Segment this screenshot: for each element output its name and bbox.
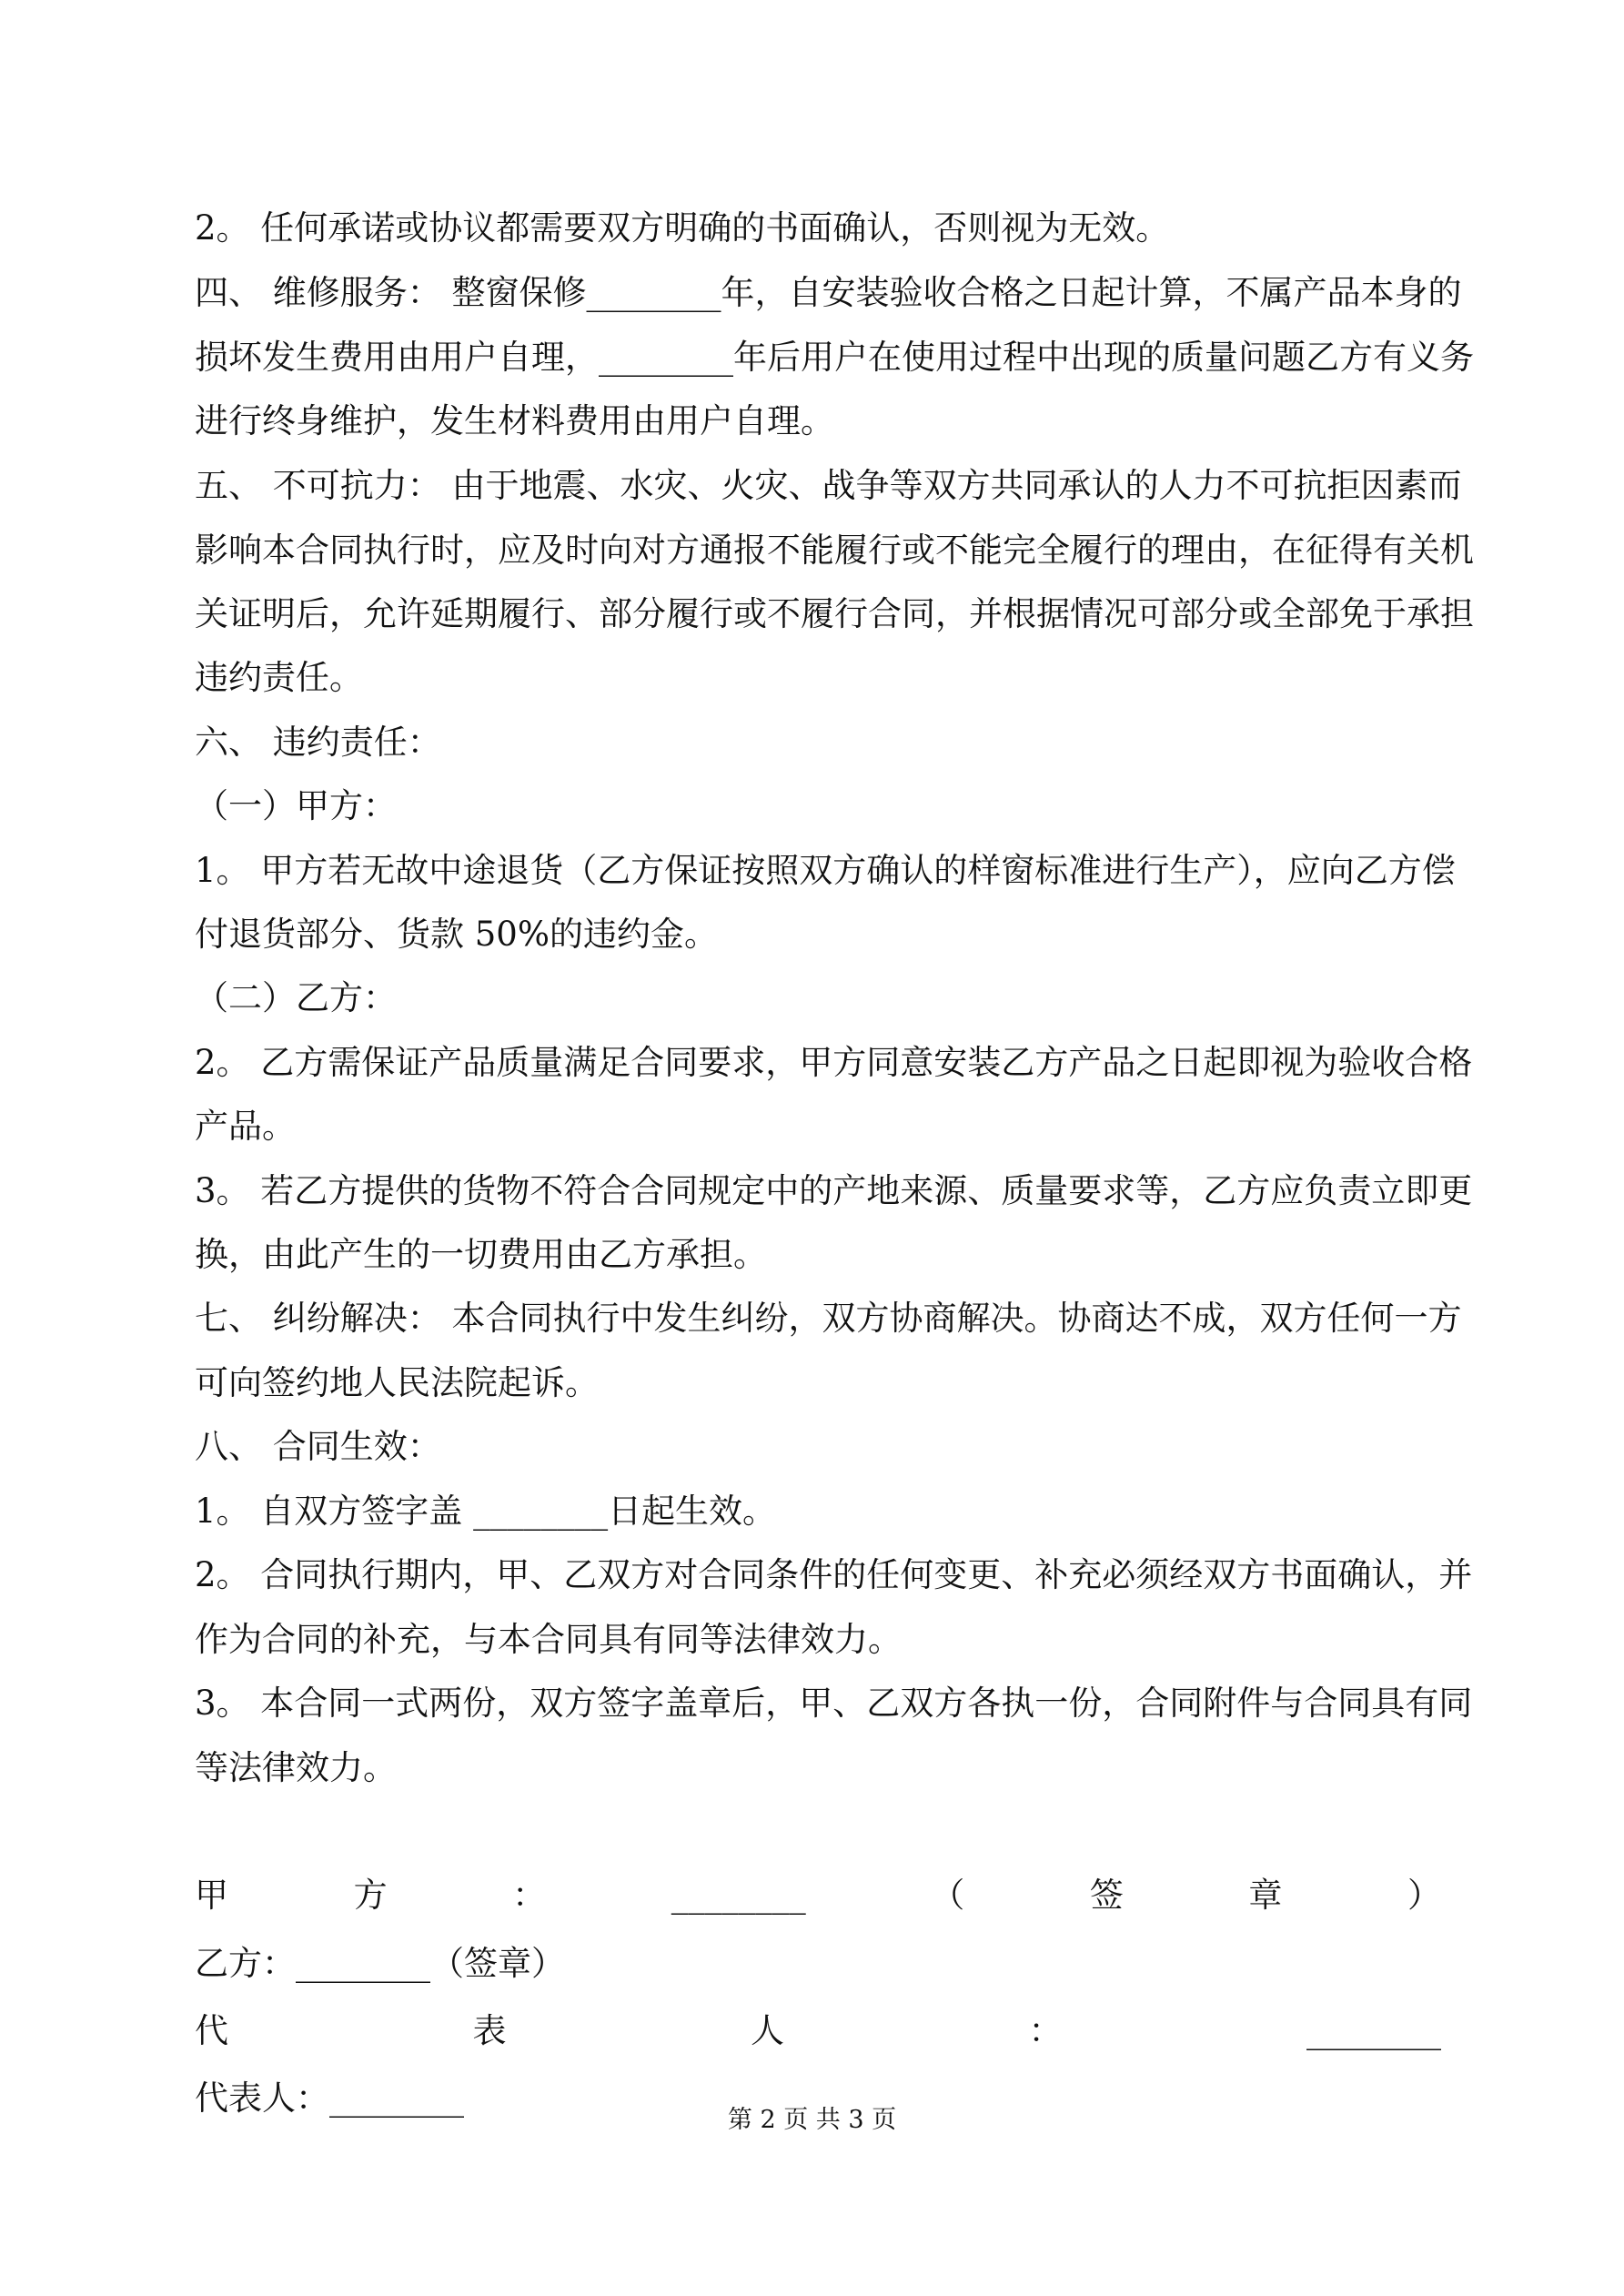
- text-line: 四、 维修服务： 整窗保修________年，自安装验收合格之日起计算，不属产品本身的: [195, 273, 1462, 312]
- text-line: 3。 若乙方提供的货物不符合合同规定中的产地来源、质量要求等，乙方应负责立即更: [195, 1171, 1473, 1210]
- text-line: 违约责任。: [195, 658, 363, 697]
- party-a-char: 章: [1248, 1876, 1283, 1915]
- text-line: 3。 本合同一式两份，双方签字盖章后，甲、乙双方各执一份，合同附件与合同具有同: [195, 1684, 1473, 1723]
- text-line: 八、 合同生效：: [195, 1427, 441, 1466]
- page-footer: 第 2 页 共 3 页: [727, 2106, 897, 2134]
- text-line: 等法律效力。: [195, 1748, 397, 1787]
- party-a-signature-line: [195, 1872, 1441, 1919]
- text-line: 可向签约地人民法院起诉。: [195, 1363, 599, 1402]
- text-line: 作为合同的补充，与本合同具有同等法律效力。: [195, 1620, 902, 1659]
- text-line: 2。 任何承诺或协议都需要双方明确的书面确认，否则视为无效。: [195, 208, 1170, 248]
- party-a-char: 方: [353, 1876, 388, 1915]
- party-a-paren-close: ）: [1407, 1876, 1441, 1915]
- text-line: 1。 自双方签字盖 ________日起生效。: [195, 1492, 777, 1531]
- text-line: 损坏发生费用由用户自理，________年后用户在使用过程中出现的质量问题乙方有义务: [195, 338, 1474, 377]
- text-line: （二）乙方：: [195, 978, 397, 1017]
- rep-char: 人: [751, 2011, 784, 2050]
- party-a-char: 甲: [195, 1876, 228, 1915]
- text-line: 六、 违约责任：: [195, 723, 441, 762]
- party-b-signature-line: 乙方：________（签章）: [195, 1944, 565, 1983]
- text-line: 进行终身维护，发生材料费用由用户自理。: [195, 401, 834, 440]
- rep-char: 代: [195, 2011, 228, 2050]
- party-a-colon: ：: [512, 1876, 547, 1915]
- party-a-char: 签: [1089, 1876, 1124, 1915]
- rep-colon: ：: [1028, 2011, 1063, 2050]
- text-line: （一）甲方：: [195, 786, 397, 825]
- text-line: 付退货部分、货款 50%的违约金。: [195, 915, 718, 954]
- text-line: 产品。: [195, 1107, 296, 1146]
- text-line: 关证明后，允许延期履行、部分履行或不履行合同，并根据情况可部分或全部免于承担: [195, 594, 1474, 633]
- representative-line-spread: [195, 2008, 1441, 2055]
- text-line: 换，由此产生的一切费用由乙方承担。: [195, 1235, 767, 1274]
- text-line: 七、 纠纷解决： 本合同执行中发生纠纷，双方协商解决。协商达不成，双方任何一方: [195, 1299, 1462, 1338]
- party-a-paren-open: （: [931, 1876, 965, 1915]
- text-line: 五、 不可抗力： 由于地震、水灾、火灾、战争等双方共同承认的人力不可抗拒因素而: [195, 466, 1462, 505]
- representative-line: 代表人：________: [195, 2079, 464, 2118]
- rep-char: 表: [472, 2011, 507, 2050]
- text-line: 1。 甲方若无故中途退货（乙方保证按照双方确认的样窗标准进行生产），应向乙方偿: [195, 851, 1456, 890]
- rep-blank: ________: [1306, 2011, 1441, 2050]
- text-line: 影响本合同执行时，应及时向对方通报不能履行或不能完全履行的理由，在征得有关机: [195, 531, 1474, 570]
- party-a-blank: ________: [671, 1876, 806, 1915]
- text-line: 2。 合同执行期内，甲、乙双方对合同条件的任何变更、补充必须经双方书面确认，并: [195, 1555, 1473, 1594]
- text-line: 2。 乙方需保证产品质量满足合同要求，甲方同意安装乙方产品之日起即视为验收合格: [195, 1043, 1473, 1082]
